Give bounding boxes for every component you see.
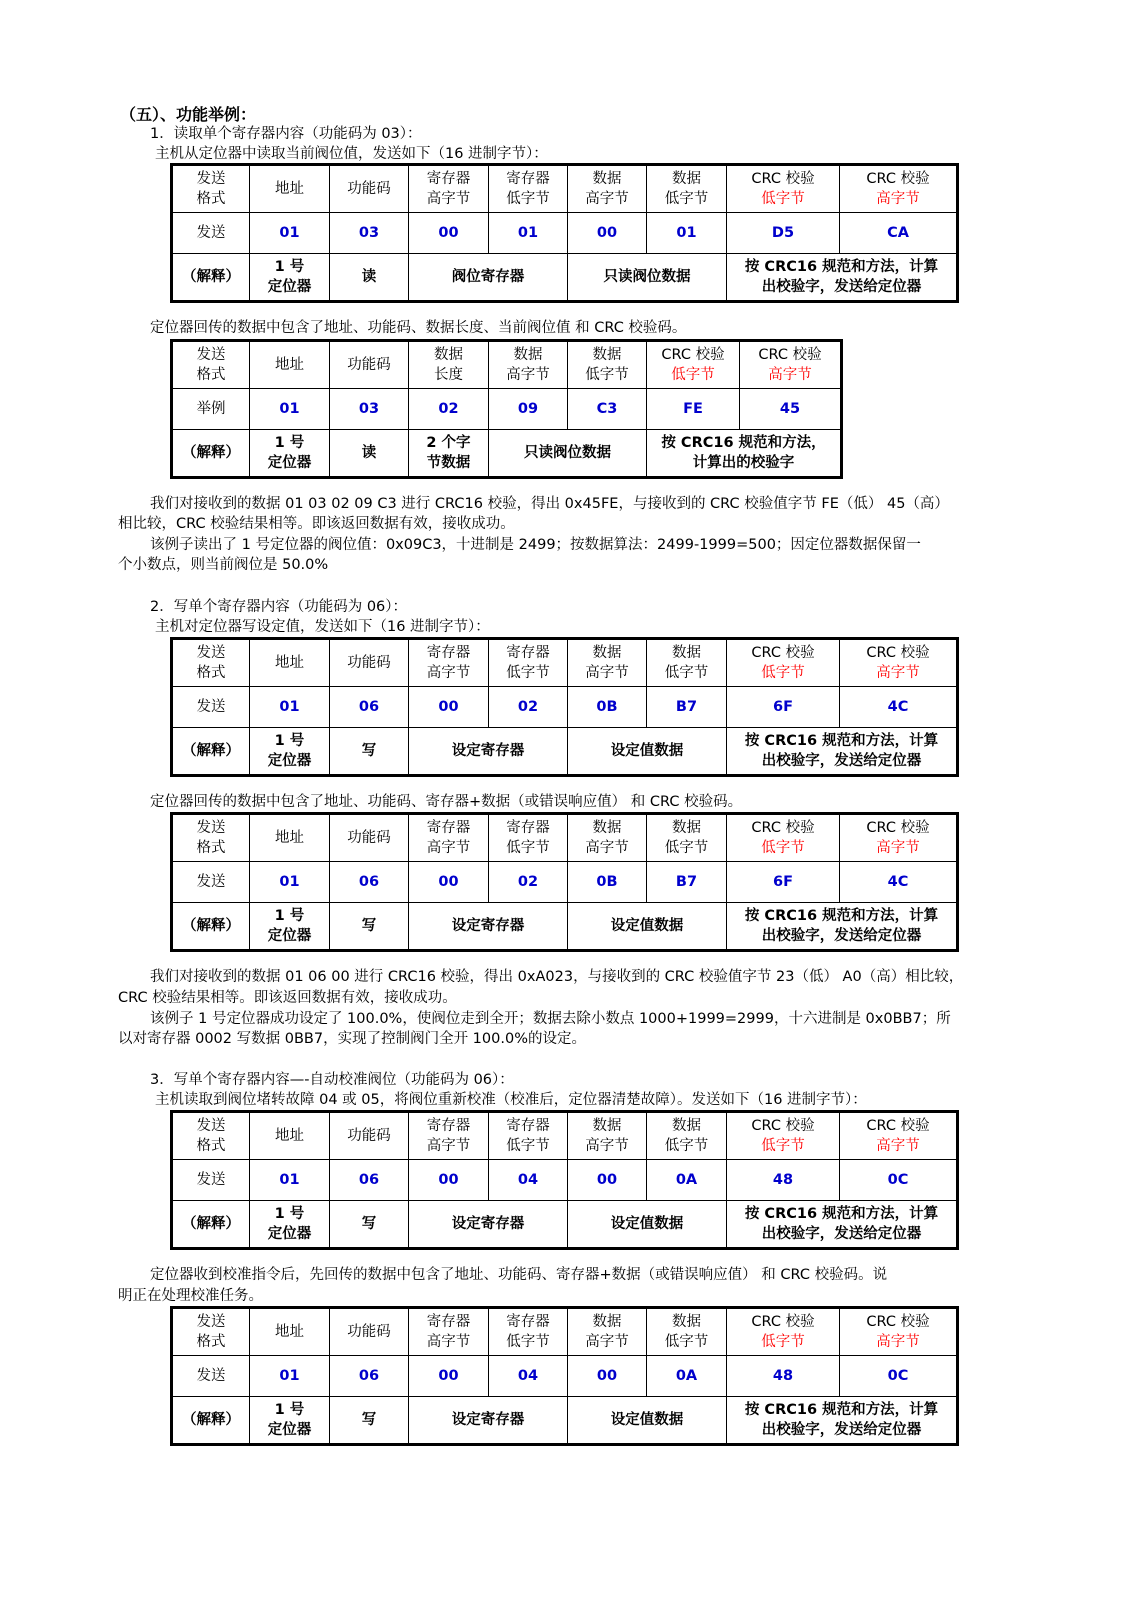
paragraph: 我们对接收到的数据 01 06 00 进行 CRC16 校验，得出 0xA023，与接收到的 CRC 校验值字节 23（低） A0（高）相比较， xyxy=(150,969,964,985)
value-cell: 00 xyxy=(409,1160,489,1201)
value-cell: FE xyxy=(647,389,740,430)
value-cell: 4C xyxy=(840,687,958,728)
header-row xyxy=(172,1308,958,1356)
value-cell: 00 xyxy=(409,862,489,903)
header-cell: 发送 格式 xyxy=(172,1308,250,1356)
value-cell: 0C xyxy=(840,1356,958,1397)
value-cell: 6F xyxy=(727,687,840,728)
header-cell: 数据 高字节 xyxy=(568,1112,647,1160)
row-label: （解释） xyxy=(172,254,250,302)
explanation-cell: 写 xyxy=(330,728,409,776)
header-cell: 寄存器 低字节 xyxy=(489,814,568,862)
response-intro: 定位器回传的数据中包含了地址、功能码、数据长度、当前阀位值 和 CRC 校验码。 xyxy=(150,320,687,336)
explanation-cell: 只读阀位数据 xyxy=(489,430,647,478)
request-table-write xyxy=(170,637,959,777)
row-label: （解释） xyxy=(172,1201,250,1249)
explanation-cell: 1 号 定位器 xyxy=(250,254,330,302)
header-cell: CRC 校验 高字节 xyxy=(840,165,958,213)
value-cell: 03 xyxy=(330,389,409,430)
header-cell: 功能码 xyxy=(330,341,409,389)
header-cell: 寄存器 低字节 xyxy=(489,1308,568,1356)
value-cell: 01 xyxy=(250,389,330,430)
value-cell: 00 xyxy=(568,213,647,254)
section-3-intro: 主机读取到阀位堵转故障 04 或 05，将阀位重新校准（校准后，定位器清楚故障）。发送如下（16 进制字节）： xyxy=(155,1092,867,1108)
header-cell: CRC 校验 低字节 xyxy=(727,165,840,213)
header-cell: 数据 高字节 xyxy=(568,814,647,862)
value-cell: 03 xyxy=(330,213,409,254)
value-row xyxy=(172,687,958,728)
header-cell: CRC 校验 高字节 xyxy=(840,639,958,687)
explanation-cell: 只读阀位数据 xyxy=(568,254,727,302)
header-cell: 功能码 xyxy=(330,1112,409,1160)
value-cell: 0B xyxy=(568,862,647,903)
explanation-cell: 设定值数据 xyxy=(568,1201,727,1249)
value-cell: 01 xyxy=(250,862,330,903)
value-cell: 00 xyxy=(568,1356,647,1397)
explanation-cell: 设定寄存器 xyxy=(409,903,568,951)
explanation-cell: 设定值数据 xyxy=(568,728,727,776)
explanation-cell: 按 CRC16 规范和方法，计算 出校验字，发送给定位器 xyxy=(727,1397,958,1445)
value-cell: 48 xyxy=(727,1356,840,1397)
explanation-cell: 设定值数据 xyxy=(568,903,727,951)
header-cell: 地址 xyxy=(250,165,330,213)
header-cell: CRC 校验 高字节 xyxy=(840,814,958,862)
value-row xyxy=(172,1356,958,1397)
request-table-calibrate xyxy=(170,1110,959,1250)
value-cell: B7 xyxy=(647,862,727,903)
header-cell: CRC 校验 高字节 xyxy=(740,341,842,389)
paragraph: 相比较，CRC 校验结果相等。即该返回数据有效，接收成功。 xyxy=(118,516,515,532)
value-cell: 00 xyxy=(409,687,489,728)
header-cell: 寄存器 高字节 xyxy=(409,165,489,213)
header-cell: CRC 校验 低字节 xyxy=(647,341,740,389)
value-cell: D5 xyxy=(727,213,840,254)
explanation-row xyxy=(172,254,958,302)
value-cell: 01 xyxy=(250,687,330,728)
header-cell: CRC 校验 低字节 xyxy=(727,814,840,862)
header-cell: 数据 低字节 xyxy=(647,1112,727,1160)
row-label: 发送 xyxy=(172,862,250,903)
header-cell: CRC 校验 低字节 xyxy=(727,639,840,687)
section-1-intro: 主机从定位器中读取当前阀位值，发送如下（16 进制字节）： xyxy=(155,146,548,162)
value-cell: 01 xyxy=(647,213,727,254)
value-cell: 01 xyxy=(250,1160,330,1201)
row-label: （解释） xyxy=(172,430,250,478)
header-cell: 寄存器 低字节 xyxy=(489,165,568,213)
row-label: （解释） xyxy=(172,728,250,776)
value-cell: 04 xyxy=(489,1356,568,1397)
value-row xyxy=(172,213,958,254)
header-cell: 数据 低字节 xyxy=(568,341,647,389)
explanation-row xyxy=(172,1397,958,1445)
response-table-calibrate xyxy=(170,1306,959,1446)
header-cell: 寄存器 低字节 xyxy=(489,1112,568,1160)
header-cell: CRC 校验 高字节 xyxy=(840,1112,958,1160)
header-cell: 发送 格式 xyxy=(172,165,250,213)
explanation-cell: 按 CRC16 规范和方法，计算 出校验字，发送给定位器 xyxy=(727,1201,958,1249)
value-cell: 01 xyxy=(250,1356,330,1397)
header-cell: 数据 低字节 xyxy=(647,1308,727,1356)
paragraph: 该例子读出了 1 号定位器的阀位值：0x09C3，十进制是 2499；按数据算法：2499-1999=500；因定位器数据保留一 xyxy=(150,537,921,553)
value-cell: 0B xyxy=(568,687,647,728)
response-table-read xyxy=(170,339,843,479)
value-row xyxy=(172,389,842,430)
header-cell: 地址 xyxy=(250,341,330,389)
section-1-heading: 1．读取单个寄存器内容（功能码为 03）： xyxy=(150,126,422,142)
explanation-row xyxy=(172,430,842,478)
header-cell: 数据 低字节 xyxy=(647,639,727,687)
header-cell: CRC 校验 高字节 xyxy=(840,1308,958,1356)
paragraph: 我们对接收到的数据 01 03 02 09 C3 进行 CRC16 校验，得出 0x45FE，与接收到的 CRC 校验值字节 FE（低） 45（高） xyxy=(150,496,949,512)
response-intro: 定位器回传的数据中包含了地址、功能码、寄存器+数据（或错误响应值） 和 CRC 校验码。 xyxy=(150,794,743,810)
value-cell: 02 xyxy=(409,389,489,430)
response-table-write xyxy=(170,812,959,952)
header-cell: 地址 xyxy=(250,814,330,862)
explanation-cell: 设定值数据 xyxy=(568,1397,727,1445)
explanation-cell: 1 号 定位器 xyxy=(250,903,330,951)
explanation-cell: 设定寄存器 xyxy=(409,728,568,776)
explanation-cell: 1 号 定位器 xyxy=(250,1201,330,1249)
value-cell: 06 xyxy=(330,1356,409,1397)
value-cell: 06 xyxy=(330,1160,409,1201)
value-cell: 02 xyxy=(489,687,568,728)
header-cell: 数据 长度 xyxy=(409,341,489,389)
explanation-cell: 按 CRC16 规范和方法， 计算出的校验字 xyxy=(647,430,842,478)
header-row xyxy=(172,1112,958,1160)
header-cell: 数据 低字节 xyxy=(647,165,727,213)
header-cell: 地址 xyxy=(250,1112,330,1160)
header-row xyxy=(172,639,958,687)
header-cell: 发送 格式 xyxy=(172,341,250,389)
header-cell: 发送 格式 xyxy=(172,1112,250,1160)
paragraph: CRC 校验结果相等。即该返回数据有效，接收成功。 xyxy=(118,990,457,1006)
explanation-row xyxy=(172,1201,958,1249)
explanation-cell: 2 个字 节数据 xyxy=(409,430,489,478)
header-row xyxy=(172,165,958,213)
request-table-read xyxy=(170,163,959,303)
row-label: （解释） xyxy=(172,1397,250,1445)
section-3-heading: 3．写单个寄存器内容—-自动校准阀位（功能码为 06）： xyxy=(150,1072,514,1088)
value-row xyxy=(172,862,958,903)
value-cell: B7 xyxy=(647,687,727,728)
header-row xyxy=(172,814,958,862)
row-label: 发送 xyxy=(172,1356,250,1397)
value-cell: 4C xyxy=(840,862,958,903)
value-cell: 6F xyxy=(727,862,840,903)
section-title: （五）、功能举例： xyxy=(120,105,257,124)
header-cell: 功能码 xyxy=(330,1308,409,1356)
value-cell: 00 xyxy=(568,1160,647,1201)
value-cell: 01 xyxy=(250,213,330,254)
explanation-cell: 设定寄存器 xyxy=(409,1201,568,1249)
explanation-cell: 1 号 定位器 xyxy=(250,728,330,776)
explanation-cell: 写 xyxy=(330,1201,409,1249)
row-label: 举例 xyxy=(172,389,250,430)
header-cell: CRC 校验 低字节 xyxy=(727,1308,840,1356)
paragraph: 定位器收到校准指令后，先回传的数据中包含了地址、功能码、寄存器+数据（或错误响应值） 和 CRC 校验码。说 xyxy=(150,1267,888,1283)
header-cell: CRC 校验 低字节 xyxy=(727,1112,840,1160)
explanation-cell: 读 xyxy=(330,430,409,478)
explanation-cell: 1 号 定位器 xyxy=(250,1397,330,1445)
header-row xyxy=(172,341,842,389)
header-cell: 功能码 xyxy=(330,814,409,862)
value-cell: 00 xyxy=(409,213,489,254)
header-cell: 数据 高字节 xyxy=(568,639,647,687)
header-cell: 寄存器 高字节 xyxy=(409,1308,489,1356)
explanation-row xyxy=(172,903,958,951)
explanation-cell: 按 CRC16 规范和方法，计算 出校验字，发送给定位器 xyxy=(727,903,958,951)
header-cell: 发送 格式 xyxy=(172,639,250,687)
header-cell: 寄存器 高字节 xyxy=(409,639,489,687)
explanation-cell: 按 CRC16 规范和方法，计算 出校验字，发送给定位器 xyxy=(727,728,958,776)
explanation-cell: 1 号 定位器 xyxy=(250,430,330,478)
explanation-cell: 阀位寄存器 xyxy=(409,254,568,302)
row-label: 发送 xyxy=(172,1160,250,1201)
header-cell: 功能码 xyxy=(330,639,409,687)
value-cell: 48 xyxy=(727,1160,840,1201)
value-cell: C3 xyxy=(568,389,647,430)
explanation-cell: 读 xyxy=(330,254,409,302)
value-cell: 02 xyxy=(489,862,568,903)
value-cell: 0A xyxy=(647,1160,727,1201)
header-cell: 地址 xyxy=(250,1308,330,1356)
paragraph: 以对寄存器 0002 写数据 0BB7，实现了控制阀门全开 100.0%的设定。 xyxy=(118,1031,586,1047)
value-cell: 04 xyxy=(489,1160,568,1201)
value-cell: 06 xyxy=(330,862,409,903)
row-label: 发送 xyxy=(172,687,250,728)
header-cell: 发送 格式 xyxy=(172,814,250,862)
value-cell: 45 xyxy=(740,389,842,430)
explanation-cell: 按 CRC16 规范和方法，计算 出校验字，发送给定位器 xyxy=(727,254,958,302)
paragraph: 明正在处理校准任务。 xyxy=(118,1288,263,1304)
header-cell: 地址 xyxy=(250,639,330,687)
header-cell: 数据 低字节 xyxy=(647,814,727,862)
header-cell: 寄存器 高字节 xyxy=(409,1112,489,1160)
row-label: 发送 xyxy=(172,213,250,254)
header-cell: 功能码 xyxy=(330,165,409,213)
paragraph: 个小数点，则当前阀位是 50.0% xyxy=(118,557,329,573)
row-label: （解释） xyxy=(172,903,250,951)
value-cell: CA xyxy=(840,213,958,254)
value-cell: 09 xyxy=(489,389,568,430)
header-cell: 寄存器 低字节 xyxy=(489,639,568,687)
header-cell: 数据 高字节 xyxy=(568,1308,647,1356)
value-cell: 00 xyxy=(409,1356,489,1397)
paragraph: 该例子 1 号定位器成功设定了 100.0%，使阀位走到全开；数据去除小数点 1000+1999=2999，十六进制是 0x0BB7；所 xyxy=(150,1011,951,1027)
section-2-intro: 主机对定位器写设定值，发送如下（16 进制字节）： xyxy=(155,619,490,635)
header-cell: 数据 高字节 xyxy=(568,165,647,213)
section-2-heading: 2．写单个寄存器内容（功能码为 06）： xyxy=(150,599,408,615)
header-cell: 寄存器 高字节 xyxy=(409,814,489,862)
value-cell: 0A xyxy=(647,1356,727,1397)
value-cell: 06 xyxy=(330,687,409,728)
explanation-cell: 写 xyxy=(330,1397,409,1445)
value-row xyxy=(172,1160,958,1201)
value-cell: 0C xyxy=(840,1160,958,1201)
value-cell: 01 xyxy=(489,213,568,254)
explanation-cell: 设定寄存器 xyxy=(409,1397,568,1445)
header-cell: 数据 高字节 xyxy=(489,341,568,389)
explanation-cell: 写 xyxy=(330,903,409,951)
explanation-row xyxy=(172,728,958,776)
